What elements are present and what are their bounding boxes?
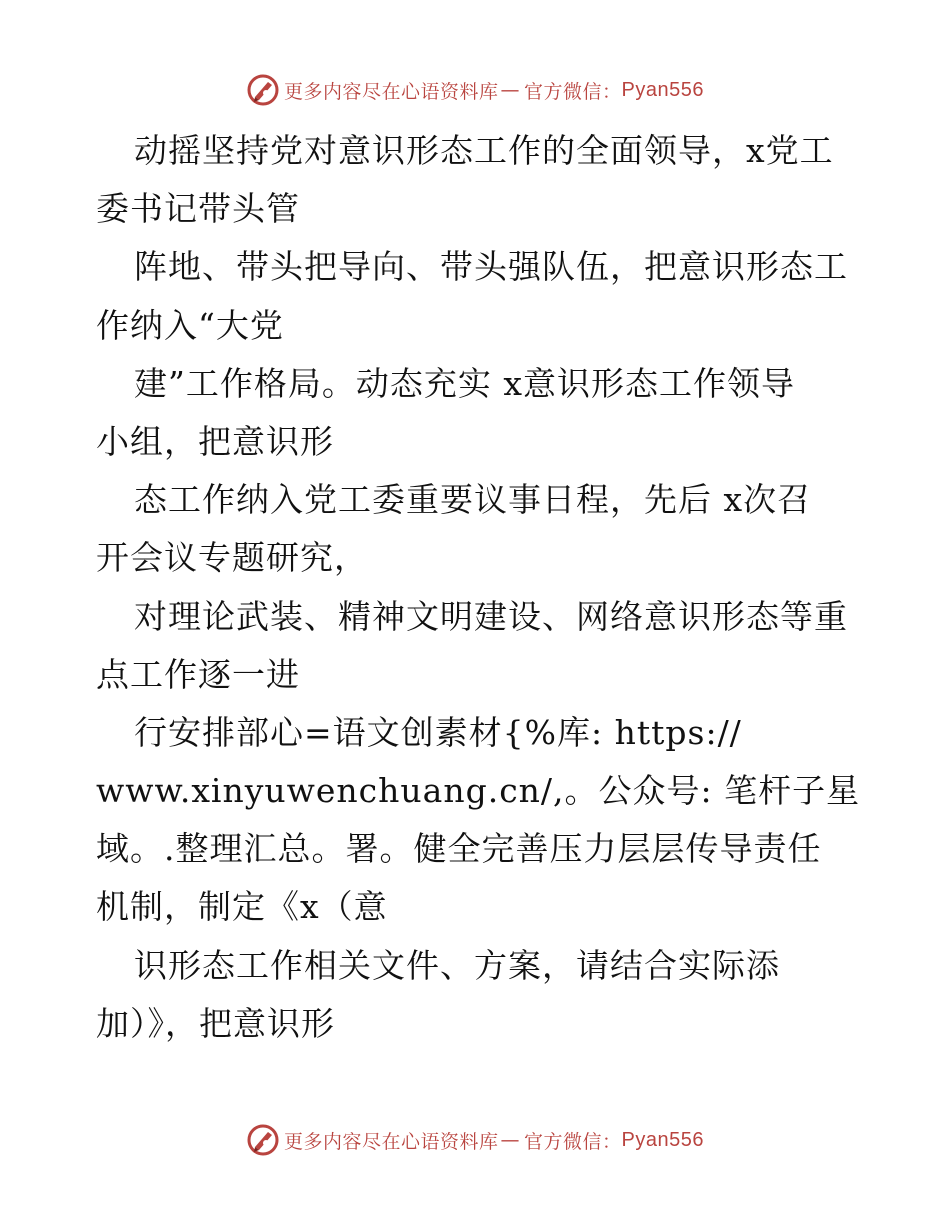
body-line: 态工作纳入党工委重要议事日程，先后 x次召 (134, 480, 812, 520)
body-line: www.xinyuwenchuang.cn/,。公众号: 笔杆子星 (96, 771, 861, 811)
header-wechat-label: 官方微信： (524, 80, 622, 103)
header-brand-text: 更多内容尽在心语资料库 (284, 80, 499, 103)
body-line: 阵地、带头把导向、带头强队伍，把意识形态工 (134, 247, 848, 287)
body-line: 行安排部心=语文创素材{%库: https:// (134, 712, 742, 752)
body-line: 委书记带头管 (96, 189, 300, 229)
footer-separator: — (500, 1129, 521, 1151)
brand-logo-icon (246, 73, 280, 107)
body-line: 点工作逐一进 (96, 654, 300, 694)
footer-wechat-label: 官方微信： (524, 1130, 622, 1153)
body-line: 域。.整理汇总。署。健全完善压力层层传导责任 (96, 829, 822, 869)
body-line: 对理论武装、精神文明建设、网络意识形态等重 (134, 596, 848, 636)
footer-brand-text: 更多内容尽在心语资料库 (284, 1130, 499, 1153)
header-banner (0, 70, 950, 110)
body-line: 开会议专题研究， (96, 538, 368, 578)
body-line: 加）》，把意识形 (96, 1003, 335, 1043)
body-line: 机制，制定《x（意 (96, 887, 388, 927)
document-body (96, 122, 866, 1053)
body-line: 动摇坚持党对意识形态工作的全面领导，x党工 (134, 131, 834, 170)
body-line: 识形态工作相关文件、方案，请结合实际添 (134, 945, 780, 985)
header-wechat-id: Pyan556 (621, 78, 704, 101)
brand-logo-icon (246, 1123, 280, 1157)
body-line: 作纳入“大党 (96, 305, 284, 345)
footer-banner (0, 1120, 950, 1160)
footer-wechat-id: Pyan556 (621, 1128, 704, 1151)
body-line: 小组，把意识形 (96, 421, 334, 461)
body-line: 建”工作格局。动态充实 x意识形态工作领导 (134, 363, 795, 403)
header-separator: — (500, 79, 521, 101)
